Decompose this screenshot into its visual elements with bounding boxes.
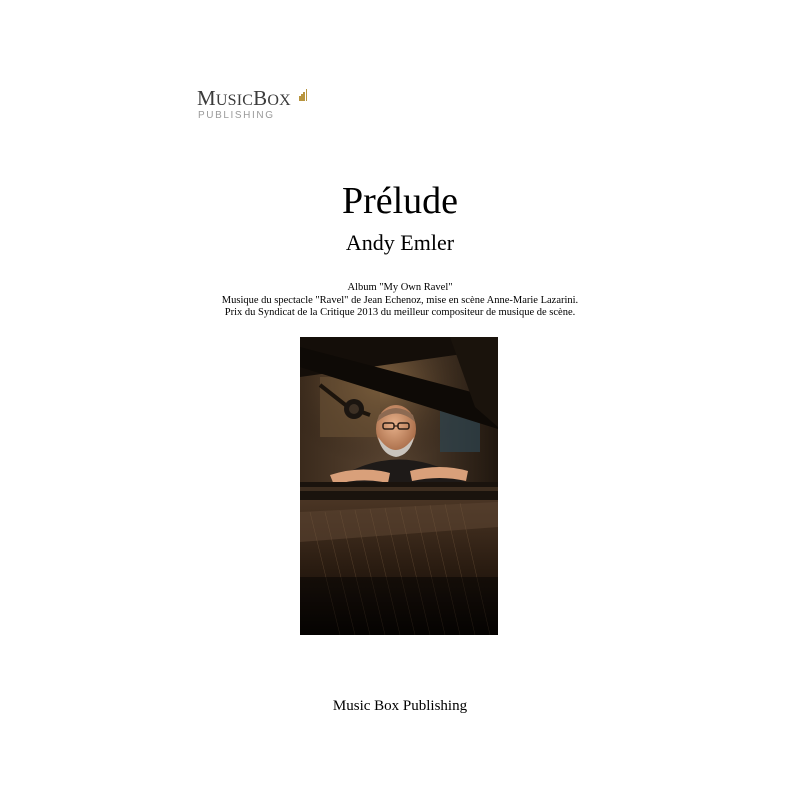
- note-line: Album "My Own Ravel": [347, 282, 453, 293]
- musicbox-logo: [197, 86, 317, 126]
- note-line: Musique du spectacle "Ravel" de Jean Echenoz, mise en scène Anne-Marie Lazarini.: [221, 294, 579, 306]
- composer-photo: [300, 337, 498, 635]
- logo-letters: USIC: [215, 92, 254, 109]
- logo-bars-icon: [299, 89, 307, 101]
- piano-portrait-image: [300, 337, 498, 635]
- publisher-footer: Music Box Publishing: [332, 698, 468, 714]
- piece-title: Prélude: [341, 180, 459, 222]
- note-line: Prix du Syndicat de la Critique 2013 du meilleur compositeur de musique de scène.: [224, 307, 576, 318]
- logo-letters: OX: [267, 92, 291, 109]
- logo-letter: M: [197, 86, 216, 110]
- logo-letter: B: [253, 86, 268, 110]
- program-notes: [0, 282, 800, 320]
- logo-subtitle: PUBLISHING: [198, 110, 275, 121]
- composer-name: Andy Emler: [345, 230, 455, 255]
- logo-wordmark: [197, 86, 291, 111]
